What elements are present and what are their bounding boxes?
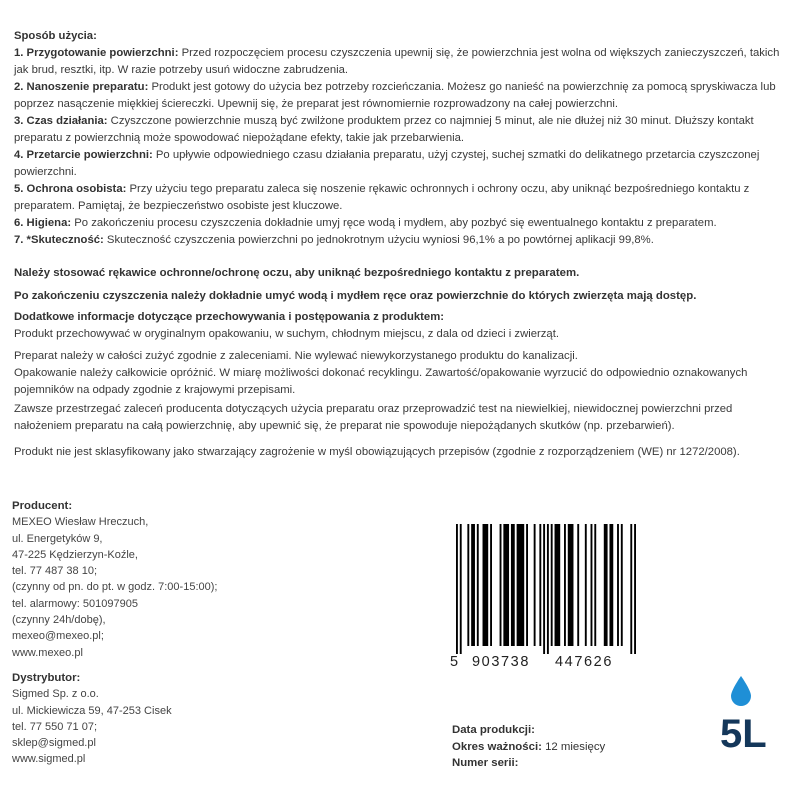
barcode-bars bbox=[456, 524, 636, 654]
producer-line: www.mexeo.pl bbox=[12, 646, 83, 659]
barcode-bar bbox=[594, 524, 596, 646]
producer-line: (czynny 24h/dobę), bbox=[12, 614, 106, 627]
step-text: Skuteczność czyszczenia powierzchni po jednokrotnym użyciu wyniosi 96,1% a po powtórnej aplikacji 99,8%. bbox=[103, 234, 654, 246]
barcode-bar bbox=[500, 524, 502, 646]
usage-section bbox=[14, 28, 790, 249]
barcode-bar bbox=[477, 524, 479, 646]
barcode-bar bbox=[609, 524, 613, 646]
disposal-section bbox=[14, 348, 790, 399]
barcode-bar bbox=[543, 524, 545, 654]
step-label: 1. Przygotowanie powierzchni: bbox=[14, 47, 179, 59]
barcode-bar bbox=[539, 524, 541, 646]
barcode-bar bbox=[467, 524, 469, 646]
barcode-bar bbox=[547, 524, 549, 654]
distributor-line: www.sigmed.pl bbox=[12, 753, 86, 766]
usage-step-1 bbox=[14, 45, 790, 79]
barcode-bar bbox=[564, 524, 566, 646]
producer-line: 47-225 Kędzierzyn-Koźle, bbox=[12, 548, 138, 561]
barcode-bar bbox=[591, 524, 593, 646]
producer-line: ul. Energetyków 9, bbox=[12, 532, 103, 545]
barcode-bar bbox=[490, 524, 492, 646]
storage-heading: Dodatkowe informacje dotyczące przechowywania i postępowania z produktem: bbox=[14, 311, 444, 323]
barcode-bar bbox=[604, 524, 608, 646]
producer-line: tel. alarmowy: 501097905 bbox=[12, 597, 138, 610]
producer-block bbox=[12, 498, 217, 661]
barcode-left-digits: 903738 bbox=[472, 654, 530, 670]
step-label: 7. *Skuteczność: bbox=[14, 234, 104, 246]
barcode-bar bbox=[617, 524, 619, 646]
step-text: Po zakończeniu procesu czyszczenia dokładnie umyj ręce wodą i mydłem, aby pozbyć się ewentualnego kontaktu z preparatem. bbox=[71, 217, 717, 229]
usage-step-3 bbox=[14, 113, 790, 147]
barcode-bar bbox=[511, 524, 515, 646]
barcode-bar bbox=[460, 524, 462, 654]
step-label: 2. Nanoszenie preparatu: bbox=[14, 81, 149, 93]
test-note: Zawsze przestrzegać zaleceń producenta dotyczących użycia preparatu oraz przeprowadzić test na niewielkiej, niewidocznej powierzchni przed nałożeniem preparatu na całą powierzchnię, aby upewnić się, że preparat nie spowoduje niepożądanych skutków (np. przebarwień). bbox=[14, 403, 733, 432]
production-date-label: Data produkcji: bbox=[452, 724, 535, 736]
distributor-line: ul. Mickiewicza 59, 47-253 Cisek bbox=[12, 704, 172, 717]
barcode-bar bbox=[577, 524, 579, 646]
classification-note: Produkt nie jest sklasyfikowany jako stwarzający zagrożenie w myśl obowiązujących przepisów (zgodnie z rozporządzeniem (WE) nr 1272/2008). bbox=[14, 446, 740, 458]
wash-warning: Po zakończeniu czyszczenia należy dokładnie umyć wodą i mydłem ręce oraz powierzchnie do których zwierzęta mają dostęp. bbox=[14, 290, 697, 302]
step-label: 3. Czas działania: bbox=[14, 115, 108, 127]
usage-step-2 bbox=[14, 79, 790, 113]
production-info bbox=[452, 722, 605, 772]
barcode-bar bbox=[526, 524, 528, 646]
step-label: 6. Higiena: bbox=[14, 217, 72, 229]
barcode-bar bbox=[551, 524, 553, 646]
barcode-bar bbox=[634, 524, 636, 654]
distributor-line: tel. 77 550 71 07; bbox=[12, 720, 98, 733]
barcode-first-digit: 5 bbox=[450, 654, 460, 670]
barcode-bar bbox=[585, 524, 587, 646]
usage-heading: Sposób użycia: bbox=[14, 30, 97, 42]
producer-line: mexeo@mexeo.pl; bbox=[12, 630, 104, 643]
barcode-right-digits: 447626 bbox=[555, 654, 613, 670]
ean-barcode bbox=[456, 524, 636, 654]
producer-line: MEXEO Wiesław Hreczuch, bbox=[12, 516, 149, 529]
step-label: 5. Ochrona osobista: bbox=[14, 183, 127, 195]
gloves-warning: Należy stosować rękawice ochronne/ochronę oczu, aby uniknąć bezpośredniego kontaktu z preparatem. bbox=[14, 267, 580, 279]
barcode-bar bbox=[471, 524, 475, 646]
barcode-bar bbox=[456, 524, 458, 654]
step-text: Po upływie odpowiedniego czasu działania preparatu, użyj czystej, suchej szmatki do delikatnego przetarcia czyszczonej powierzchni. bbox=[14, 149, 760, 178]
expiry-value: 12 miesięcy bbox=[541, 740, 606, 753]
volume-label: 5L bbox=[720, 712, 767, 756]
disposal-line-2: Opakowanie należy całkowicie opróżnić. W miarę możliwości dokonać recyklingu. Zawartość/opakowanie wyrzucić do odpowiednio oznakowanych pojemników na odpady zgodnie z krajowymi przepisami. bbox=[14, 367, 748, 396]
barcode-bar bbox=[483, 524, 489, 646]
producer-line: (czynny od pn. do pt. w godz. 7:00-15:00); bbox=[12, 581, 218, 594]
step-text: Czyszczone powierzchnie muszą być zwilżone produktem przez co najmniej 5 minut, ale nie dłużej niż 30 minut. Dłuższy kontakt preparatu z powierzchnią może spowodować niepożądane efekty, takie jak przebarwienia. bbox=[14, 115, 754, 144]
barcode-bar bbox=[621, 524, 623, 646]
distributor-block bbox=[12, 670, 172, 768]
barcode-bar bbox=[534, 524, 536, 646]
distributor-heading: Dystrybutor: bbox=[12, 672, 81, 684]
storage-section bbox=[14, 309, 790, 343]
expiry-label: Okres ważności: bbox=[452, 740, 542, 753]
distributor-line: sklep@sigmed.pl bbox=[12, 737, 96, 750]
barcode-bar bbox=[568, 524, 574, 646]
producer-heading: Producent: bbox=[12, 500, 73, 512]
storage-text: Produkt przechowywać w oryginalnym opakowaniu, w suchym, chłodnym miejscu, z dala od dzieci i zwierząt. bbox=[14, 328, 559, 340]
usage-step-6 bbox=[14, 215, 790, 232]
usage-step-4 bbox=[14, 147, 790, 181]
step-text: Przed rozpoczęciem procesu czyszczenia upewnij się, że powierzchnia jest wolna od większych zanieczyszczeń, takich jak brud, resztki, itp. W razie potrzeby usuń widoczne zabrudzenia. bbox=[14, 47, 780, 76]
usage-step-5 bbox=[14, 181, 790, 215]
step-text: Przy użyciu tego preparatu zaleca się noszenie rękawic ochronnych i ochrony oczu, aby uniknąć bezpośredniego kontaktu z preparatem. Pamiętaj, że bezpieczeństwo osobiste jest kluczowe. bbox=[14, 183, 750, 212]
producer-line: tel. 77 487 38 10; bbox=[12, 565, 98, 578]
serial-number-label: Numer serii: bbox=[452, 757, 519, 769]
distributor-line: Sigmed Sp. z o.o. bbox=[12, 688, 99, 701]
step-label: 4. Przetarcie powierzchni: bbox=[14, 149, 153, 161]
barcode-bar bbox=[555, 524, 561, 646]
usage-step-7 bbox=[14, 232, 790, 249]
barcode-bar bbox=[630, 524, 632, 654]
barcode-bar bbox=[517, 524, 525, 646]
disposal-line-1: Preparat należy w całości zużyć zgodnie z zaleceniami. Nie wylewać niewykorzystanego produktu do kanalizacji. bbox=[14, 350, 578, 362]
barcode-bar bbox=[503, 524, 509, 646]
step-text: Produkt jest gotowy do użycia bez potrzeby rozcieńczania. Możesz go nanieść na powierzchnię za pomocą spryskiwacza lub poprzez nasączenie miękkiej ściereczki. Upewnij się, że preparat jest równomiernie rozprowadzony na całej powierzchni. bbox=[14, 81, 776, 110]
water-drop-icon bbox=[729, 675, 753, 712]
